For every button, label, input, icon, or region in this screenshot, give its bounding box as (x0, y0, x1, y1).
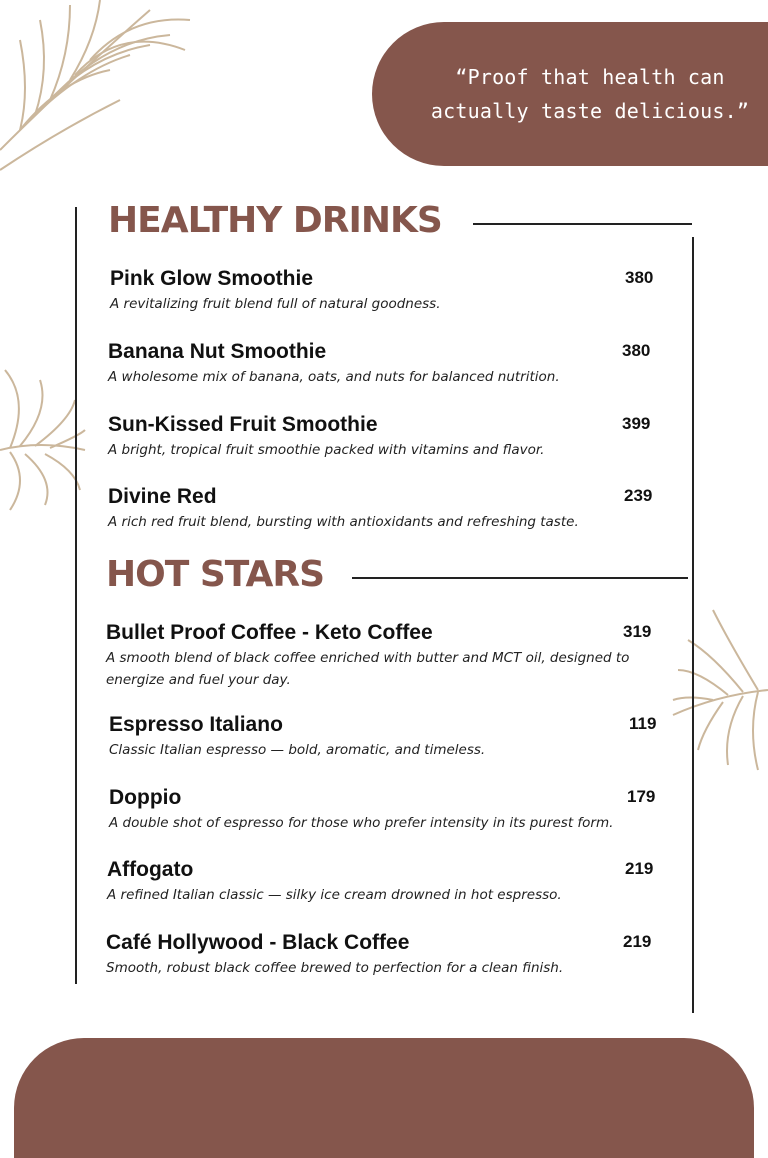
item-name: Espresso Italiano (109, 713, 283, 736)
menu-item (110, 266, 670, 315)
item-description: A double shot of espresso for those who prefer intensity in its purest form. (109, 815, 614, 831)
section-title-hot-stars: HOT STARS (106, 554, 325, 595)
item-price: 179 (627, 787, 656, 806)
right-divider (692, 237, 694, 1013)
item-price: 399 (622, 414, 651, 433)
menu-item (108, 484, 668, 533)
menu-item (108, 412, 668, 461)
item-price: 119 (629, 714, 657, 733)
left-divider (75, 207, 77, 984)
palm-leaf-icon (668, 600, 768, 780)
item-description: Classic Italian espresso — bold, aromatic, and timeless. (109, 742, 486, 758)
menu-item (109, 785, 669, 834)
item-price: 319 (623, 622, 652, 641)
item-description: A bright, tropical fruit smoothie packed with vitamins and flavor. (108, 442, 545, 458)
section-rule (352, 577, 688, 579)
item-price: 380 (625, 268, 654, 287)
section-title-healthy-drinks: HEALTHY DRINKS (108, 200, 442, 241)
menu-item (106, 930, 666, 979)
quote-text: “Proof that health can actually taste delicious.” (430, 65, 750, 123)
item-price: 380 (622, 341, 651, 360)
item-description: A wholesome mix of banana, oats, and nuts for balanced nutrition. (108, 369, 560, 385)
item-name: Café Hollywood - Black Coffee (106, 931, 410, 954)
item-price: 239 (624, 486, 653, 505)
item-description: A rich red fruit blend, bursting with antioxidants and refreshing taste. (108, 514, 579, 530)
menu-item (108, 339, 668, 388)
menu-item (106, 620, 651, 691)
item-name: Sun-Kissed Fruit Smoothie (108, 413, 378, 436)
item-description: A refined Italian classic — silky ice cream drowned in hot espresso. (107, 887, 562, 903)
item-price: 219 (625, 859, 654, 878)
item-name: Banana Nut Smoothie (108, 340, 327, 363)
menu-item (109, 712, 669, 761)
item-name: Divine Red (108, 485, 217, 508)
item-name: Bullet Proof Coffee - Keto Coffee (106, 621, 433, 644)
item-description: A smooth blend of black coffee enriched with butter and MCT oil, designed to energize and fuel your day. (106, 650, 630, 688)
item-description: A revitalizing fruit blend full of natural goodness. (110, 296, 441, 312)
item-price: 219 (623, 932, 652, 951)
section-rule (473, 223, 692, 225)
footer-banner (14, 1038, 754, 1158)
item-name: Affogato (107, 858, 194, 881)
item-name: Pink Glow Smoothie (110, 267, 314, 290)
palm-leaf-icon (0, 0, 200, 180)
menu-item (107, 857, 667, 906)
item-description: Smooth, robust black coffee brewed to perfection for a clean finish. (106, 960, 564, 976)
item-name: Doppio (109, 786, 182, 809)
